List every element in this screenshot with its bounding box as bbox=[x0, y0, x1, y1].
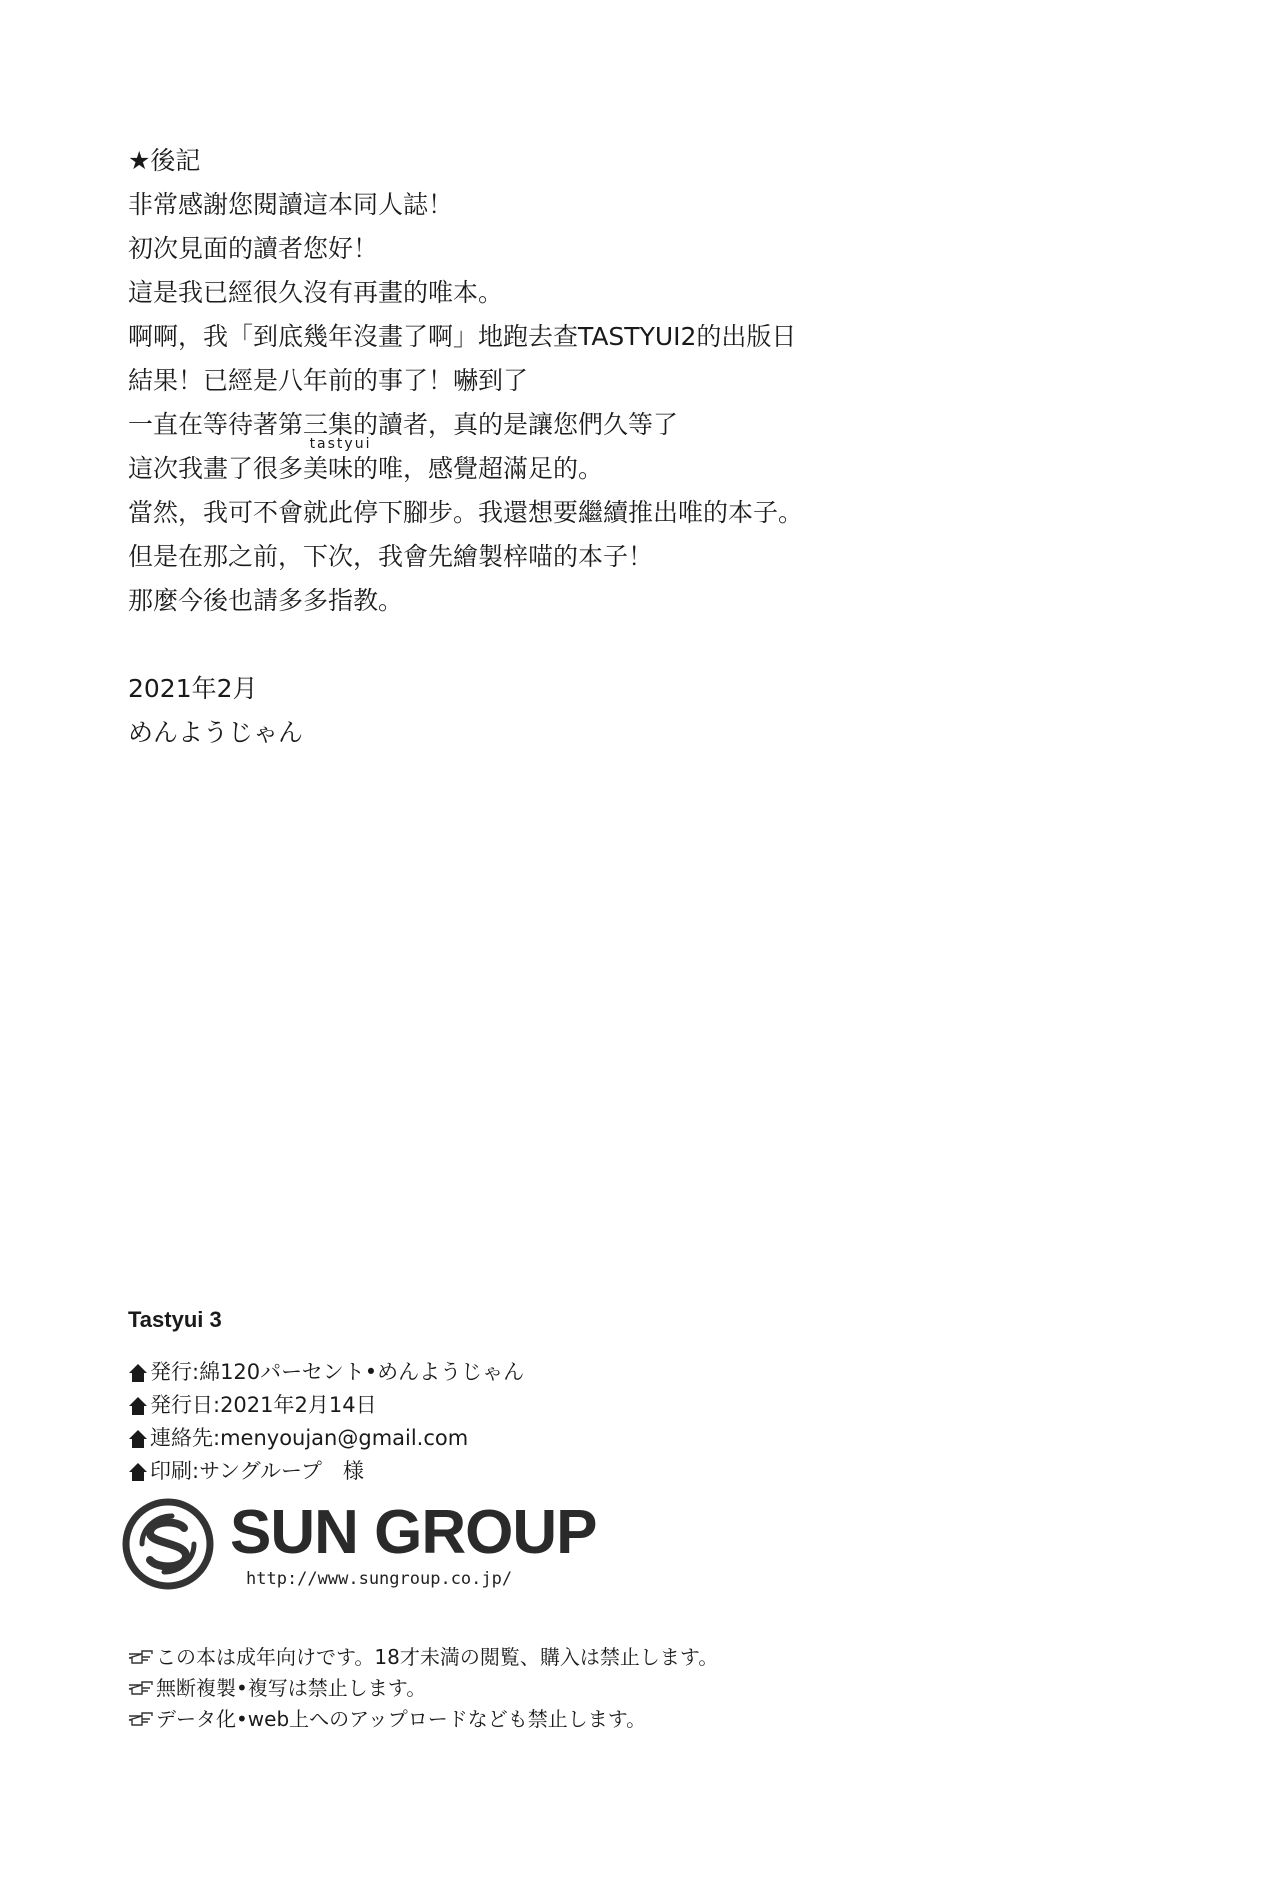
house-bullet-icon bbox=[128, 1429, 148, 1449]
book-title: Tastyui 3 bbox=[128, 1307, 222, 1332]
pointing-hand-icon bbox=[128, 1649, 154, 1665]
house-bullet-icon bbox=[128, 1462, 148, 1482]
afterword-author: めんようじゃん bbox=[128, 718, 304, 747]
afterword-line: 一直在等待著第三集的讀者，真的是讓您們久等了 bbox=[128, 410, 679, 439]
ruby-base: 美味的 bbox=[303, 454, 379, 483]
colophon-row-text: 連絡先:menyoujan@gmail.com bbox=[150, 1426, 469, 1450]
notice-no-copy bbox=[128, 1672, 1028, 1703]
afterword-ruby-line bbox=[128, 436, 1168, 498]
sun-group-logo-mark-icon bbox=[122, 1498, 214, 1590]
colophon-row-text: 発行日:2021年2月14日 bbox=[150, 1393, 377, 1417]
afterword-line: 初次見面的讀者您好！ bbox=[128, 234, 379, 263]
afterword-line: 非常感謝您閱讀這本同人誌！ bbox=[128, 190, 454, 219]
afterword-section bbox=[128, 146, 1168, 762]
ruby-line-after: 唯，感覺超滿足的。 bbox=[378, 454, 604, 483]
house-bullet-icon bbox=[128, 1363, 148, 1383]
afterword-date: 2021年2月 bbox=[128, 674, 258, 703]
colophon-date bbox=[128, 1389, 1028, 1422]
sun-group-logo bbox=[122, 1496, 622, 1596]
logo-text: SUN GROUP bbox=[230, 1498, 597, 1567]
house-bullet-icon bbox=[128, 1396, 148, 1416]
afterword-title: ★後記 bbox=[128, 146, 201, 175]
colophon-row-text: 印刷:サングループ 様 bbox=[150, 1459, 364, 1483]
ruby-text: tastyui bbox=[309, 436, 372, 452]
colophon-section bbox=[128, 1306, 1028, 1488]
notices-section bbox=[128, 1641, 1028, 1734]
spacer bbox=[128, 630, 1168, 674]
afterword-line: 這是我已經很久沒有再畫的唯本。 bbox=[128, 278, 504, 307]
ruby-annotation bbox=[303, 436, 379, 484]
notice-text: 無断複製•複写は禁止します。 bbox=[156, 1675, 427, 1700]
colophon-publisher bbox=[128, 1356, 1028, 1389]
notice-text: データ化•web上へのアップロードなども禁止します。 bbox=[156, 1706, 647, 1731]
ruby-line-before: 這次我畫了很多 bbox=[128, 454, 304, 483]
afterword-line: 但是在那之前，下次，我會先繪製梓喵的本子！ bbox=[128, 542, 654, 571]
pointing-hand-icon bbox=[128, 1711, 154, 1727]
logo-url: http://www.sungroup.co.jp/ bbox=[246, 1569, 513, 1589]
pointing-hand-icon bbox=[128, 1680, 154, 1696]
afterword-line: 啊啊，我「到底幾年沒畫了啊」地跑去查TASTYUI2的出版日 bbox=[128, 322, 797, 351]
afterword-line: 那麼今後也請多多指教。 bbox=[128, 586, 404, 615]
notice-text: この本は成年向けです。18才未満の閲覧、購入は禁止します。 bbox=[156, 1644, 719, 1669]
afterword-line: 結果！已經是八年前的事了！嚇到了 bbox=[128, 366, 529, 395]
colophon-row-text: 発行:綿120パーセント•めんようじゃん bbox=[150, 1360, 525, 1384]
colophon-printer bbox=[128, 1455, 1028, 1488]
colophon-contact bbox=[128, 1422, 1028, 1455]
notice-no-upload bbox=[128, 1703, 1028, 1734]
notice-adult-only bbox=[128, 1641, 1028, 1672]
afterword-line: 當然，我可不會就此停下腳步。我還想要繼續推出唯的本子。 bbox=[128, 498, 804, 527]
